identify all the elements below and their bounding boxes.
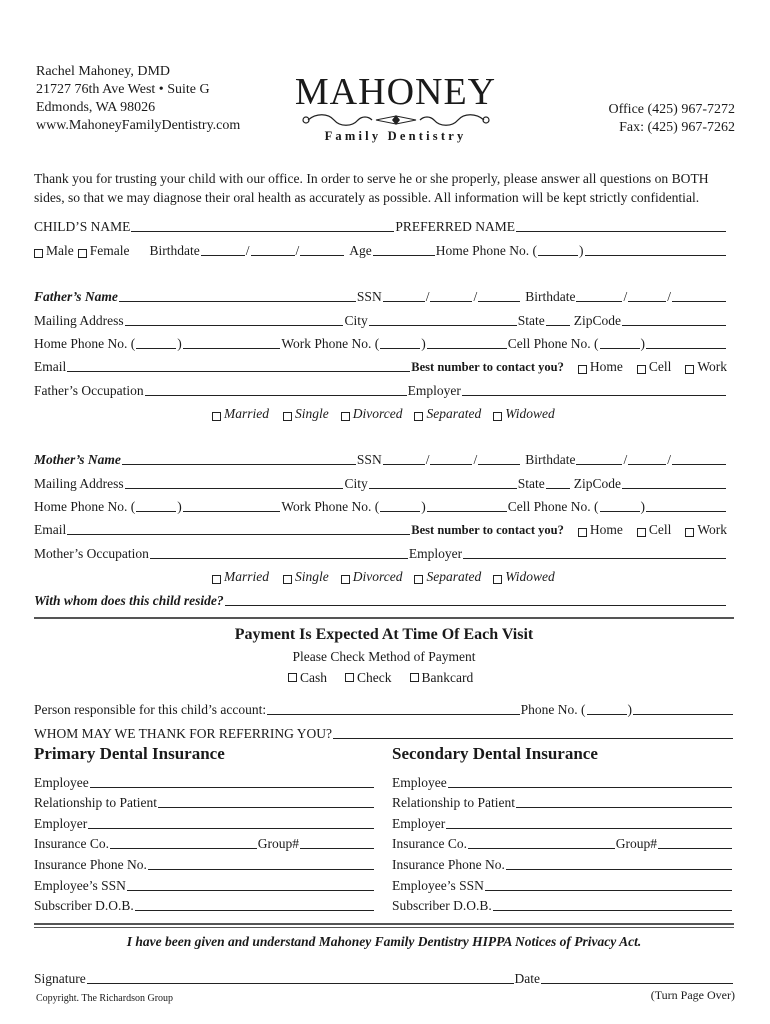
mother-single-checkbox[interactable] xyxy=(283,575,292,584)
cash-checkbox[interactable] xyxy=(288,673,297,682)
mother-contact-cell-checkbox[interactable] xyxy=(637,528,646,537)
father-state-label: State xyxy=(517,313,545,328)
secondary-phone-row xyxy=(392,852,733,873)
employee-ssn-label: Employee’s SSN xyxy=(34,877,126,893)
company-label: Insurance Co. xyxy=(34,836,109,852)
section-divider xyxy=(34,617,734,619)
father-ssn-3-field[interactable] xyxy=(478,301,520,302)
secondary-insurance-title: Secondary Dental Insurance xyxy=(392,744,598,763)
primary-dob-row xyxy=(34,894,375,915)
fax-number: Fax: (425) 967-7262 xyxy=(619,120,735,135)
father-employer-field[interactable] xyxy=(462,395,726,396)
primary-employee-field[interactable] xyxy=(90,787,374,788)
bankcard-label: Bankcard xyxy=(421,670,474,685)
mother-name-row xyxy=(34,450,727,468)
intro-line-1: Thank you for trusting your child with our office. In order to serve he or she properly, please answer all questions on BOTH xyxy=(34,171,709,186)
father-name-row xyxy=(34,287,727,305)
primary-phone-row xyxy=(34,852,375,873)
father-work-area-field[interactable] xyxy=(380,348,420,349)
father-home-phone-label: Home Phone No. ( xyxy=(34,336,136,351)
mother-occupation-row xyxy=(34,544,727,562)
father-ssn-2-field[interactable] xyxy=(430,301,472,302)
divorced-label: Divorced xyxy=(352,406,403,421)
signature-label: Signature xyxy=(34,971,86,986)
address-line-1: 21727 76th Ave West • Suite G xyxy=(36,82,210,97)
mother-mailing-row xyxy=(34,474,727,492)
insurance-phone-label: Insurance Phone No. xyxy=(392,856,505,872)
child-home-phone-label: Home Phone No. ( xyxy=(435,243,538,258)
mother-marital-row xyxy=(212,567,612,585)
mother-home-phone-label: Home Phone No. ( xyxy=(34,499,136,514)
secondary-insurance-phone-field[interactable] xyxy=(506,869,732,870)
preferred-name-label: PREFERRED NAME xyxy=(395,219,515,234)
father-widowed-checkbox[interactable] xyxy=(493,412,502,421)
check-checkbox[interactable] xyxy=(345,673,354,682)
company-label: Insurance Co. xyxy=(392,836,467,852)
separated-label: Separated xyxy=(426,569,482,584)
mother-contact-work-checkbox[interactable] xyxy=(685,528,694,537)
cell-label: Cell xyxy=(648,359,672,374)
intro-line-2: sides, so that we may diagnose their oral health as accurately as possible. All information will be kept strictly confidential. xyxy=(34,190,700,205)
footer-divider-bottom xyxy=(34,927,734,928)
mother-email-field[interactable] xyxy=(67,534,410,535)
slash: / xyxy=(473,289,478,304)
secondary-relationship-row xyxy=(392,791,733,812)
payment-methods xyxy=(288,670,473,686)
father-email-label: Email xyxy=(34,359,67,374)
paren-close: ) xyxy=(421,336,426,351)
slash: / xyxy=(425,452,430,467)
mother-email-row xyxy=(34,520,727,538)
father-contact-cell-checkbox[interactable] xyxy=(637,365,646,374)
office-phone: Office (425) 967-7272 xyxy=(608,102,735,117)
child-name-row xyxy=(34,217,727,235)
divorced-label: Divorced xyxy=(352,569,403,584)
mother-ssn-label: SSN xyxy=(356,452,382,467)
father-city-label: City xyxy=(344,313,368,328)
father-divorced-checkbox[interactable] xyxy=(341,412,350,421)
paren-close: ) xyxy=(421,499,426,514)
practice-contact-block xyxy=(560,101,735,137)
responsible-area-field[interactable] xyxy=(587,714,627,715)
female-checkbox[interactable] xyxy=(78,249,87,258)
male-label: Male xyxy=(46,243,74,258)
mother-birth-month-field[interactable] xyxy=(576,464,622,465)
doctor-name: Rachel Mahoney, DMD xyxy=(36,64,171,79)
child-birth-day-field[interactable] xyxy=(251,255,295,256)
mother-ssn-3-field[interactable] xyxy=(478,464,520,465)
primary-ssn-field[interactable] xyxy=(127,890,374,891)
father-mailing-field[interactable] xyxy=(125,325,344,326)
primary-dob-field[interactable] xyxy=(135,910,374,911)
home-label: Home xyxy=(589,522,623,537)
check-label: Check xyxy=(357,670,392,685)
primary-employer-row xyxy=(34,811,375,832)
slash: / xyxy=(245,243,250,258)
father-contact-work-checkbox[interactable] xyxy=(685,365,694,374)
payment-title: Payment Is Expected At Time Of Each Visit xyxy=(234,626,534,643)
slash: / xyxy=(295,243,300,258)
slash: / xyxy=(473,452,478,467)
father-cell-area-field[interactable] xyxy=(600,348,640,349)
age-field[interactable] xyxy=(373,255,435,256)
father-work-phone-field[interactable] xyxy=(427,348,507,349)
slash: / xyxy=(623,452,628,467)
mother-occupation-field[interactable] xyxy=(150,558,408,559)
group-label: Group# xyxy=(257,836,299,852)
secondary-employee-field[interactable] xyxy=(448,787,732,788)
mother-city-field[interactable] xyxy=(369,488,517,489)
cash-label: Cash xyxy=(300,670,327,685)
mother-mailing-label: Mailing Address xyxy=(34,476,124,491)
male-checkbox[interactable] xyxy=(34,249,43,258)
secondary-employer-field[interactable] xyxy=(446,828,732,829)
bankcard-checkbox[interactable] xyxy=(410,673,419,682)
slash: / xyxy=(425,289,430,304)
responsible-phone-label: Phone No. ( xyxy=(520,702,586,717)
father-phone-row xyxy=(34,334,727,352)
paren-close: ) xyxy=(177,336,182,351)
father-zip-label: ZipCode xyxy=(573,313,621,328)
slash: / xyxy=(623,289,628,304)
secondary-group-field[interactable] xyxy=(658,848,732,849)
slash: / xyxy=(667,289,671,304)
logo-sub-text: Family Dentistry xyxy=(324,129,467,143)
father-contact-home-checkbox[interactable] xyxy=(578,365,587,374)
paren-close: ) xyxy=(640,499,645,514)
married-label: Married xyxy=(224,569,269,584)
mother-phone-row xyxy=(34,497,727,515)
mother-occupation-label: Mother’s Occupation xyxy=(34,546,149,561)
employee-label: Employee xyxy=(392,774,447,790)
paren-close: ) xyxy=(579,243,584,258)
mother-best-contact-label: Best number to contact you? xyxy=(411,523,564,537)
responsible-label: Person responsible for this child’s account: xyxy=(34,702,267,717)
secondary-ssn-field[interactable] xyxy=(485,890,732,891)
reside-label: With whom does this child reside? xyxy=(34,593,224,608)
intro-paragraph xyxy=(34,169,709,207)
mother-birthdate-label: Birthdate xyxy=(525,452,576,467)
relationship-label: Relationship to Patient xyxy=(392,795,515,811)
cell-label: Cell xyxy=(648,522,672,537)
slash: / xyxy=(667,452,671,467)
father-occupation-row xyxy=(34,381,727,399)
mother-work-phone-label: Work Phone No. ( xyxy=(281,499,380,514)
father-marital-row xyxy=(212,404,612,422)
father-occupation-field[interactable] xyxy=(145,395,407,396)
father-occupation-label: Father’s Occupation xyxy=(34,383,144,398)
father-home-area-field[interactable] xyxy=(136,348,176,349)
father-birth-year-field[interactable] xyxy=(672,301,726,302)
secondary-insurance-column xyxy=(392,744,733,914)
work-label: Work xyxy=(697,359,727,374)
primary-employee-row xyxy=(34,770,375,791)
signature-row xyxy=(34,969,734,987)
father-separated-checkbox[interactable] xyxy=(414,412,423,421)
married-label: Married xyxy=(224,406,269,421)
copyright-text: Copyright. The Richardson Group xyxy=(36,993,174,1004)
father-state-field[interactable] xyxy=(546,325,570,326)
child-name-label: CHILD’S NAME xyxy=(34,219,131,234)
widowed-label: Widowed xyxy=(505,406,555,421)
mother-work-area-field[interactable] xyxy=(380,511,420,512)
mother-employer-label: Employer xyxy=(408,546,463,561)
father-single-checkbox[interactable] xyxy=(283,412,292,421)
mother-name-field[interactable] xyxy=(122,464,356,465)
secondary-employer-row xyxy=(392,811,733,832)
child-home-phone-field[interactable] xyxy=(585,255,726,256)
primary-relationship-row xyxy=(34,791,375,812)
father-mailing-label: Mailing Address xyxy=(34,313,124,328)
father-cell-phone-field[interactable] xyxy=(646,348,726,349)
secondary-company-row xyxy=(392,832,733,853)
father-email-field[interactable] xyxy=(67,371,410,372)
father-city-field[interactable] xyxy=(369,325,517,326)
insurance-phone-label: Insurance Phone No. xyxy=(34,856,147,872)
child-details-row xyxy=(34,241,727,259)
mother-widowed-checkbox[interactable] xyxy=(493,575,502,584)
mother-cell-phone-label: Cell Phone No. ( xyxy=(507,499,599,514)
turn-page-text: (Turn Page Over) xyxy=(650,988,735,1002)
primary-insurance-column xyxy=(34,744,375,914)
father-cell-phone-label: Cell Phone No. ( xyxy=(507,336,599,351)
child-area-code-field[interactable] xyxy=(538,255,578,256)
mother-work-phone-field[interactable] xyxy=(427,511,507,512)
practice-logo xyxy=(288,72,503,144)
single-label: Single xyxy=(295,406,329,421)
mother-zip-label: ZipCode xyxy=(573,476,621,491)
paren-close: ) xyxy=(627,702,632,717)
preferred-name-field[interactable] xyxy=(516,231,726,232)
hippa-notice: I have been given and understand Mahoney Family Dentistry HIPPA Notices of Privacy Act. xyxy=(126,934,642,949)
child-birthdate-label: Birthdate xyxy=(149,243,200,258)
secondary-employee-row xyxy=(392,770,733,791)
mother-home-phone-field[interactable] xyxy=(183,511,281,512)
child-name-field[interactable] xyxy=(131,231,394,232)
child-birth-year-field[interactable] xyxy=(300,255,344,256)
mother-divorced-checkbox[interactable] xyxy=(341,575,350,584)
father-zip-field[interactable] xyxy=(622,325,726,326)
address-line-2: Edmonds, WA 98026 xyxy=(36,100,156,115)
father-employer-label: Employer xyxy=(407,383,461,398)
father-email-row xyxy=(34,357,727,375)
primary-ssn-row xyxy=(34,873,375,894)
primary-insurance-phone-field[interactable] xyxy=(148,869,374,870)
mother-name-label: Mother’s Name xyxy=(34,452,121,467)
date-field[interactable] xyxy=(541,983,733,984)
relationship-label: Relationship to Patient xyxy=(34,795,157,811)
father-name-label: Father’s Name xyxy=(34,289,118,304)
father-birthdate-label: Birthdate xyxy=(525,289,576,304)
paren-close: ) xyxy=(177,499,182,514)
father-best-contact-label: Best number to contact you? xyxy=(411,360,564,374)
primary-group-field[interactable] xyxy=(300,848,374,849)
father-home-phone-field[interactable] xyxy=(183,348,281,349)
responsible-field[interactable] xyxy=(267,714,520,715)
father-ssn-label: SSN xyxy=(356,289,382,304)
primary-employer-field[interactable] xyxy=(88,828,374,829)
secondary-ssn-row xyxy=(392,873,733,894)
logo-ornament-icon xyxy=(296,112,496,128)
responsible-phone-field[interactable] xyxy=(633,714,733,715)
reside-field[interactable] xyxy=(225,605,726,606)
primary-company-field[interactable] xyxy=(110,848,257,849)
primary-relationship-field[interactable] xyxy=(158,807,374,808)
paren-close: ) xyxy=(640,336,645,351)
date-label: Date xyxy=(514,971,540,986)
secondary-relationship-field[interactable] xyxy=(516,807,732,808)
mother-contact-home-checkbox[interactable] xyxy=(578,528,587,537)
signature-field[interactable] xyxy=(87,983,514,984)
logo-main-text: MAHONEY xyxy=(294,71,497,113)
practice-address-block xyxy=(36,63,240,135)
responsible-row xyxy=(34,700,734,718)
mother-cell-phone-field[interactable] xyxy=(646,511,726,512)
mother-email-label: Email xyxy=(34,522,67,537)
employee-label: Employee xyxy=(34,774,89,790)
payment-subtitle: Please Check Method of Payment xyxy=(292,649,476,664)
work-label: Work xyxy=(697,522,727,537)
referral-field[interactable] xyxy=(333,738,733,739)
referral-row xyxy=(34,724,734,742)
father-birth-day-field[interactable] xyxy=(628,301,666,302)
mother-mailing-field[interactable] xyxy=(125,488,344,489)
subscriber-dob-label: Subscriber D.O.B. xyxy=(392,898,492,914)
employer-label: Employer xyxy=(392,815,446,831)
single-label: Single xyxy=(295,569,329,584)
mother-city-label: City xyxy=(344,476,368,491)
mother-ssn-2-field[interactable] xyxy=(430,464,472,465)
referral-label: WHOM MAY WE THANK FOR REFERRING YOU? xyxy=(34,726,333,741)
mother-state-label: State xyxy=(517,476,545,491)
mother-cell-area-field[interactable] xyxy=(600,511,640,512)
mother-zip-field[interactable] xyxy=(622,488,726,489)
primary-insurance-title: Primary Dental Insurance xyxy=(34,744,225,763)
secondary-dob-field[interactable] xyxy=(493,910,732,911)
mother-state-field[interactable] xyxy=(546,488,570,489)
subscriber-dob-label: Subscriber D.O.B. xyxy=(34,898,134,914)
employer-label: Employer xyxy=(34,815,88,831)
secondary-dob-row xyxy=(392,894,733,915)
father-mailing-row xyxy=(34,311,727,329)
primary-company-row xyxy=(34,832,375,853)
website-text: www.MahoneyFamilyDentistry.com xyxy=(36,118,241,133)
father-name-field[interactable] xyxy=(119,301,356,302)
home-label: Home xyxy=(589,359,623,374)
widowed-label: Widowed xyxy=(505,569,555,584)
reside-row xyxy=(34,591,727,609)
child-birth-month-field[interactable] xyxy=(201,255,245,256)
father-married-checkbox[interactable] xyxy=(212,412,221,421)
age-label: Age xyxy=(349,243,372,258)
father-ssn-1-field[interactable] xyxy=(383,301,425,302)
father-work-phone-label: Work Phone No. ( xyxy=(281,336,380,351)
footer-divider-top xyxy=(34,923,734,925)
mother-home-area-field[interactable] xyxy=(136,511,176,512)
mother-separated-checkbox[interactable] xyxy=(414,575,423,584)
father-birth-month-field[interactable] xyxy=(576,301,622,302)
separated-label: Separated xyxy=(426,406,482,421)
mother-married-checkbox[interactable] xyxy=(212,575,221,584)
mother-birth-year-field[interactable] xyxy=(672,464,726,465)
group-label: Group# xyxy=(615,836,657,852)
mother-employer-field[interactable] xyxy=(463,558,726,559)
female-label: Female xyxy=(89,243,130,258)
secondary-company-field[interactable] xyxy=(468,848,615,849)
mother-ssn-1-field[interactable] xyxy=(383,464,425,465)
employee-ssn-label: Employee’s SSN xyxy=(392,877,484,893)
mother-birth-day-field[interactable] xyxy=(628,464,666,465)
